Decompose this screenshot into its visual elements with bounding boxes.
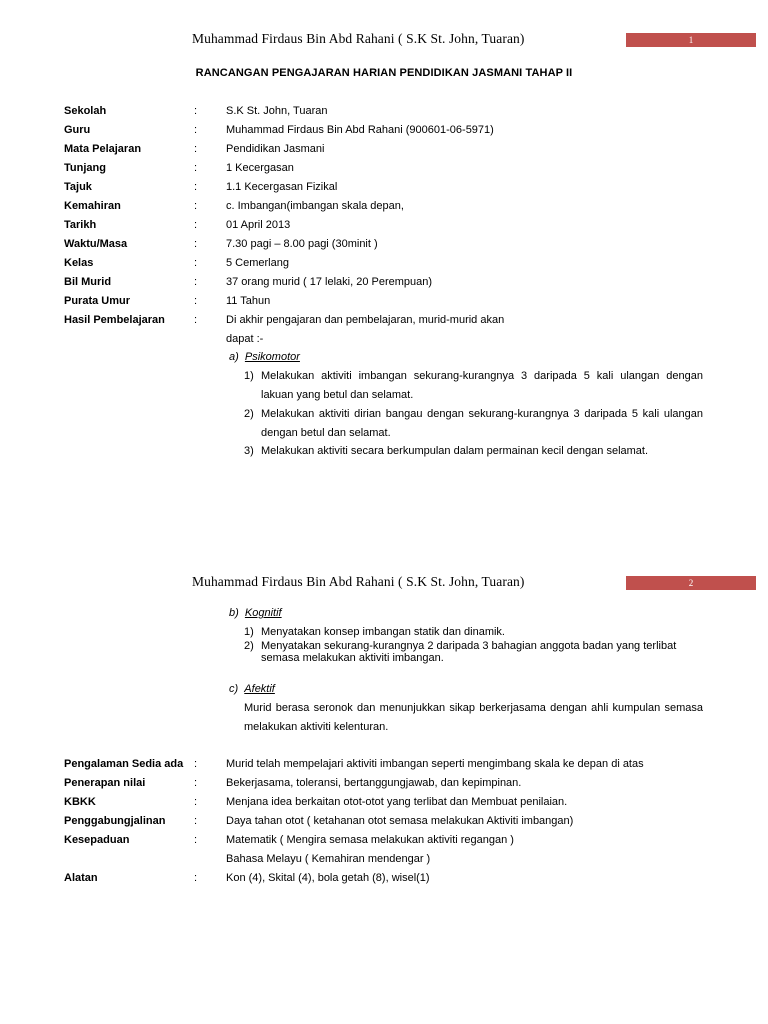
info-value: Bekerjasama, toleransi, bertanggungjawab, dan kepimpinan. [226,777,522,789]
info-value: 7.30 pagi – 8.00 pagi (30minit ) [226,238,378,250]
section-title: Afektif [244,683,275,695]
info-label: Waktu/Masa [64,238,128,250]
info-label: Penerapan nilai [64,777,146,789]
page-header-1 [0,31,768,51]
info-colon: : [194,200,198,212]
list-item: Melakukan aktiviti secara berkumpulan dalam permainan kecil dengan selamat. [261,445,649,457]
info-colon: : [194,815,198,827]
list-item: Melakukan aktiviti imbangan sekurang-kurangnya 3 daripada 5 kali ulangan dengan [261,370,703,382]
info-colon: : [194,758,198,770]
info-label: Penggabungjalinan [64,815,166,827]
list-number: 1) [244,626,254,638]
paragraph-line: Murid berasa seronok dan menunjukkan sikap berkerjasama dengan ahli kumpulan semasa [244,702,703,714]
info-value: c. Imbangan(imbangan skala depan, [226,200,404,212]
info-value: 01 April 2013 [226,219,291,231]
info-value: Daya tahan otot ( ketahanan otot semasa melakukan Aktiviti imbangan) [226,815,574,827]
section-title: Kognitif [244,607,282,619]
section-heading [229,607,282,619]
info-label: Tunjang [64,162,106,174]
list-number: 3) [244,445,254,457]
list-number: 2) [244,408,254,420]
info-value: 11 Tahun [226,295,271,307]
info-label: Sekolah [64,105,107,117]
list-number: 1) [244,370,254,382]
list-item: Menyatakan konsep imbangan statik dan dinamik. [261,626,505,638]
info-label: Guru [64,124,91,136]
info-label: Tajuk [64,181,92,193]
info-value-cont: Bahasa Melayu ( Kemahiran mendengar ) [226,853,431,865]
section-marker: a) [229,351,239,363]
info-colon: : [194,257,198,269]
hasil-continuation: dapat :- [226,333,264,345]
section-marker: b) [229,607,239,619]
info-colon: : [194,872,198,884]
section-heading [229,351,300,363]
list-number: 2) [244,640,254,652]
list-item: Melakukan aktiviti dirian bangau dengan sekurang-kurangnya 3 daripada 5 kali ulangan [261,408,703,420]
info-label: KBKK [64,796,96,808]
info-value: Muhammad Firdaus Bin Abd Rahani (900601-06-5971) [226,124,494,136]
info-colon: : [194,162,198,174]
info-colon: : [194,295,198,307]
info-colon: : [194,181,198,193]
section-title: Psikomotor [244,351,300,363]
info-colon: : [194,314,198,326]
info-label: Kesepaduan [64,834,130,846]
list-item-cont: semasa melakukan aktiviti imbangan. [261,652,444,664]
info-value: 1.1 Kecergasan Fizikal [226,181,338,193]
info-label: Hasil Pembelajaran [64,314,165,326]
page-header-2 [0,574,768,594]
info-value: Kon (4), Skital (4), bola getah (8), wisel(1) [226,872,430,884]
info-value: Murid telah mempelajari aktiviti imbangan seperti mengimbang skala ke depan di atas [226,758,644,770]
header-author: Muhammad Firdaus Bin Abd Rahani ( S.K St. John, Tuaran) [192,31,525,46]
info-label: Kelas [64,257,94,269]
page-number-badge: 2 [626,576,756,590]
info-colon: : [194,796,198,808]
info-colon: : [194,834,198,846]
list-item: Menyatakan sekurang-kurangnya 2 daripada 3 bahagian anggota badan yang terlibat [261,640,677,652]
info-colon: : [194,219,198,231]
info-value: Pendidikan Jasmani [226,143,325,155]
info-label: Alatan [64,872,98,884]
list-item-cont: lakuan yang betul dan selamat. [261,389,414,401]
info-label: Mata Pelajaran [64,143,142,155]
info-value: Matematik ( Mengira semasa melakukan aktiviti regangan ) [226,834,514,846]
info-value: 1 Kecergasan [226,162,294,174]
info-colon: : [194,238,198,250]
info-value: Di akhir pengajaran dan pembelajaran, murid-murid akan [226,314,505,326]
info-colon: : [194,105,198,117]
info-colon: : [194,143,198,155]
info-label: Bil Murid [64,276,112,288]
info-colon: : [194,124,198,136]
info-colon: : [194,276,198,288]
info-colon: : [194,777,198,789]
header-author: Muhammad Firdaus Bin Abd Rahani ( S.K St. John, Tuaran) [192,574,525,589]
info-label: Tarikh [64,219,97,231]
info-label: Purata Umur [64,295,131,307]
info-value: 5 Cemerlang [226,257,289,269]
paragraph-line: melakukan aktiviti kelenturan. [244,721,389,733]
document-title: RANCANGAN PENGAJARAN HARIAN PENDIDIKAN JASMANI TAHAP II [195,67,573,79]
info-label: Kemahiran [64,200,121,212]
info-value: Menjana idea berkaitan otot-otot yang terlibat dan Membuat penilaian. [226,796,568,808]
page-number-badge: 1 [626,33,756,47]
section-marker: c) [229,683,239,695]
section-heading [229,683,275,695]
info-value: S.K St. John, Tuaran [226,105,328,117]
list-item-cont: dengan betul dan selamat. [261,427,391,439]
info-label: Pengalaman Sedia ada [64,758,184,770]
info-value: 37 orang murid ( 17 lelaki, 20 Perempuan) [226,276,433,288]
